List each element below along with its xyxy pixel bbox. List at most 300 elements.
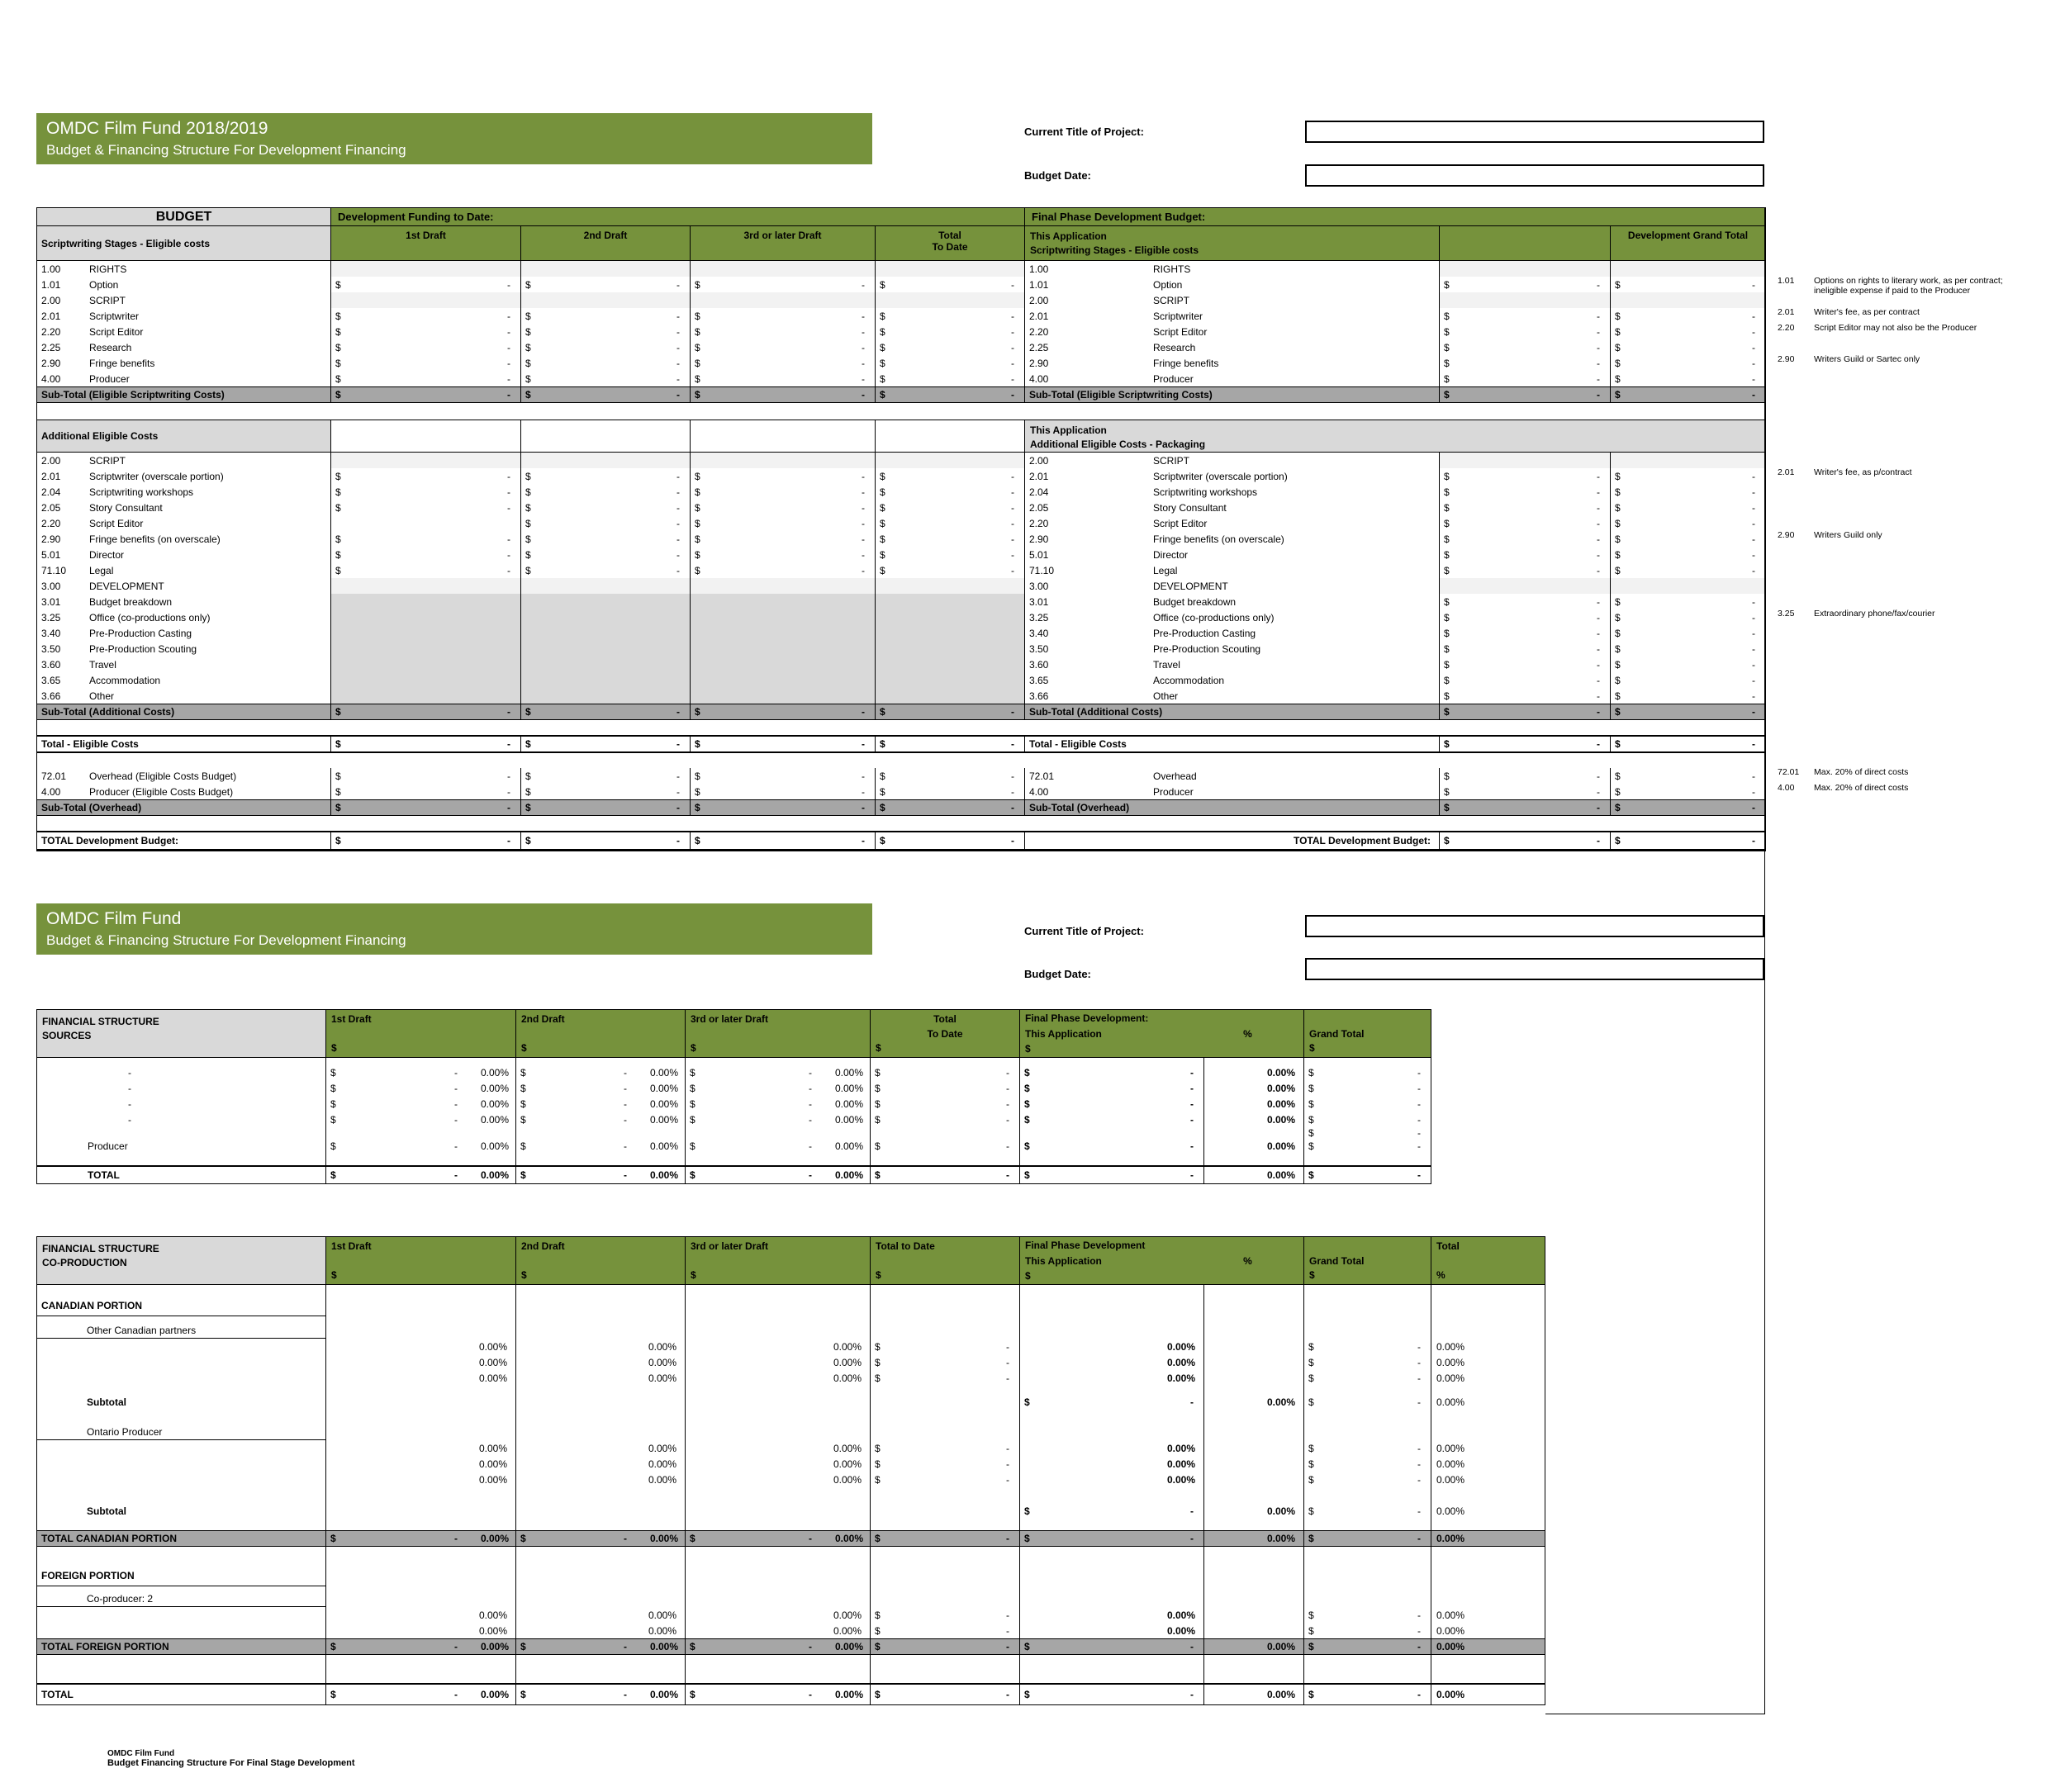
amount-cell[interactable]	[1439, 277, 1610, 292]
row-label	[1024, 609, 1439, 625]
amount-cell[interactable]	[870, 1456, 1019, 1472]
amount-cell[interactable]	[1439, 784, 1610, 799]
amount-cell[interactable]	[1019, 1503, 1203, 1519]
amount-cell[interactable]	[1439, 704, 1610, 719]
percent-cell[interactable]	[1203, 1112, 1303, 1127]
amount-value: -	[676, 341, 680, 353]
spacer-cell	[1019, 1425, 1203, 1440]
amount-cell[interactable]	[520, 531, 690, 547]
percent-cell[interactable]	[515, 1456, 685, 1472]
spacer-cell	[520, 753, 690, 768]
amount-percent-cell[interactable]	[515, 1096, 685, 1112]
amount-cell[interactable]	[1439, 768, 1610, 784]
item-code: 2.90	[41, 533, 61, 545]
amount-cell[interactable]	[870, 1685, 1019, 1704]
amount-cell[interactable]	[1439, 832, 1610, 849]
percent-cell[interactable]	[1203, 1096, 1303, 1112]
amount-cell[interactable]	[870, 1623, 1019, 1638]
coprod-data-row	[37, 1440, 1545, 1456]
amount-cell[interactable]	[1439, 468, 1610, 484]
amount-cell[interactable]	[1439, 737, 1610, 751]
amount-cell[interactable]	[520, 500, 690, 515]
spacer-cell	[1019, 1154, 1203, 1165]
amount-cell[interactable]	[690, 737, 875, 751]
currency-symbol: $	[875, 1082, 881, 1094]
amount-percent-cell[interactable]	[685, 1112, 870, 1127]
amount-percent-cell[interactable]	[685, 1685, 870, 1704]
amount-cell[interactable]	[875, 387, 1024, 402]
percent-cell[interactable]	[325, 1607, 515, 1623]
amount-cell[interactable]	[1610, 704, 1765, 719]
percent-cell[interactable]	[1203, 1138, 1303, 1154]
amount-cell[interactable]	[1303, 1354, 1431, 1370]
amount-cell[interactable]	[520, 387, 690, 402]
amount-cell[interactable]	[1439, 387, 1610, 402]
amount-cell[interactable]	[875, 355, 1024, 371]
percent-cell[interactable]	[325, 1623, 515, 1638]
amount-percent-cell[interactable]	[685, 1639, 870, 1654]
amount-cell[interactable]	[690, 500, 875, 515]
amount-percent-cell[interactable]	[325, 1112, 515, 1127]
amount-cell[interactable]	[1610, 625, 1765, 641]
amount-percent-cell[interactable]	[515, 1167, 685, 1183]
percent-cell[interactable]	[1019, 1456, 1203, 1472]
item-name: Scriptwriting workshops	[89, 486, 194, 498]
amount-percent-cell[interactable]	[325, 1685, 515, 1704]
percent-cell[interactable]	[1203, 1394, 1303, 1410]
percent-cell[interactable]	[1019, 1339, 1203, 1354]
percent-cell[interactable]	[1431, 1472, 1545, 1487]
amount-cell[interactable]	[330, 562, 520, 578]
amount-cell[interactable]	[1303, 1138, 1431, 1154]
amount-cell[interactable]	[1610, 832, 1765, 849]
percent-cell[interactable]	[1203, 1531, 1303, 1546]
percent-cell[interactable]	[1019, 1607, 1203, 1623]
amount-cell[interactable]	[520, 768, 690, 784]
percent-cell[interactable]	[325, 1456, 515, 1472]
percent-cell[interactable]	[685, 1472, 870, 1487]
percent-cell[interactable]	[325, 1339, 515, 1354]
amount-cell[interactable]	[520, 737, 690, 751]
amount-cell[interactable]	[330, 784, 520, 799]
amount-percent-cell[interactable]	[685, 1531, 870, 1546]
amount-cell[interactable]	[520, 562, 690, 578]
amount-cell[interactable]	[690, 784, 875, 799]
amount-percent-cell[interactable]	[325, 1138, 515, 1154]
amount-cell[interactable]	[520, 515, 690, 531]
percent-cell[interactable]	[685, 1440, 870, 1456]
amount-cell[interactable]	[870, 1064, 1019, 1080]
amount-cell[interactable]	[1303, 1607, 1431, 1623]
amount-cell[interactable]	[875, 371, 1024, 386]
amount-cell[interactable]	[1439, 515, 1610, 531]
amount-cell[interactable]	[1610, 594, 1765, 609]
amount-percent-cell[interactable]	[515, 1685, 685, 1704]
amount-value: -	[1597, 802, 1600, 813]
amount-value: -	[453, 1082, 458, 1094]
amount-cell[interactable]	[330, 355, 520, 371]
percent-cell[interactable]	[685, 1370, 870, 1386]
amount-cell[interactable]	[690, 562, 875, 578]
amount-cell[interactable]	[330, 531, 520, 547]
amount-value: -	[1752, 802, 1755, 813]
amount-percent-cell[interactable]	[685, 1096, 870, 1112]
spacer-cell	[685, 1410, 870, 1425]
item-code: 2.20	[1029, 517, 1049, 529]
amount-cell[interactable]	[1439, 500, 1610, 515]
amount-cell[interactable]	[1610, 515, 1765, 531]
spacer-cell	[1019, 1323, 1203, 1339]
percent-cell[interactable]	[1203, 1639, 1303, 1654]
amount-cell[interactable]	[330, 768, 520, 784]
percent-cell[interactable]	[1431, 1623, 1545, 1638]
amount-cell[interactable]	[1019, 1112, 1203, 1127]
amount-cell[interactable]	[1019, 1167, 1203, 1183]
percent-cell[interactable]	[1431, 1370, 1545, 1386]
amount-cell[interactable]	[1439, 531, 1610, 547]
amount-cell[interactable]	[1303, 1456, 1431, 1472]
amount-percent-cell[interactable]	[685, 1138, 870, 1154]
amount-cell[interactable]	[870, 1531, 1019, 1546]
percent-cell[interactable]	[1203, 1685, 1303, 1704]
budget-date-input-2[interactable]	[1305, 958, 1764, 980]
amount-cell[interactable]	[875, 468, 1024, 484]
amount-cell[interactable]	[875, 500, 1024, 515]
amount-cell[interactable]	[1303, 1127, 1431, 1138]
percent-cell[interactable]	[325, 1440, 515, 1456]
amount-cell[interactable]	[1019, 1685, 1203, 1704]
percent-cell[interactable]	[515, 1354, 685, 1370]
percent-cell[interactable]	[685, 1456, 870, 1472]
amount-cell[interactable]	[1303, 1623, 1431, 1638]
project-title-input[interactable]	[1305, 121, 1764, 143]
amount-cell[interactable]	[1019, 1531, 1203, 1546]
amount-cell[interactable]	[875, 531, 1024, 547]
amount-cell[interactable]	[1303, 1472, 1431, 1487]
percent-cell[interactable]	[1019, 1440, 1203, 1456]
percent-cell[interactable]	[1431, 1607, 1545, 1623]
amount-cell[interactable]	[875, 277, 1024, 292]
item-code: 2.20	[41, 325, 61, 338]
spacer-cell	[37, 1607, 325, 1623]
row-label	[1024, 688, 1439, 704]
amount-cell[interactable]	[330, 737, 520, 751]
amount-cell[interactable]	[520, 339, 690, 355]
amount-cell[interactable]	[690, 339, 875, 355]
percent-cell[interactable]	[515, 1339, 685, 1354]
percent-cell[interactable]	[685, 1607, 870, 1623]
amount-cell[interactable]	[1610, 355, 1765, 371]
percent-cell[interactable]	[1431, 1339, 1545, 1354]
amount-cell[interactable]	[1610, 339, 1765, 355]
amount-percent-cell[interactable]	[515, 1112, 685, 1127]
amount-percent-cell[interactable]	[325, 1080, 515, 1096]
item-code: 3.60	[1029, 658, 1049, 671]
amount-percent-cell[interactable]	[325, 1064, 515, 1080]
amount-cell[interactable]	[1303, 1167, 1431, 1183]
amount-cell[interactable]	[520, 784, 690, 799]
amount-cell[interactable]	[870, 1096, 1019, 1112]
amount-cell[interactable]	[330, 277, 520, 292]
amount-cell[interactable]	[875, 800, 1024, 815]
amount-cell[interactable]	[690, 832, 875, 849]
amount-value: -	[623, 1641, 627, 1652]
amount-cell[interactable]	[1610, 737, 1765, 751]
percent-cell[interactable]	[1203, 1167, 1303, 1183]
percent-value: 0.00%	[833, 1442, 862, 1454]
amount-cell[interactable]	[690, 468, 875, 484]
amount-cell[interactable]	[690, 371, 875, 386]
percent-cell[interactable]	[1431, 1394, 1545, 1410]
amount-cell[interactable]	[1610, 387, 1765, 402]
percent-cell[interactable]	[1203, 1064, 1303, 1080]
percent-cell[interactable]	[1019, 1354, 1203, 1370]
amount-cell[interactable]	[870, 1167, 1019, 1183]
percent-cell[interactable]	[685, 1354, 870, 1370]
amount-percent-cell[interactable]	[515, 1531, 685, 1546]
amount-cell[interactable]	[520, 832, 690, 849]
amount-value: -	[1190, 1097, 1194, 1110]
amount-cell[interactable]	[1019, 1080, 1203, 1096]
amount-cell[interactable]	[690, 484, 875, 500]
amount-cell[interactable]	[1439, 547, 1610, 562]
percent-cell[interactable]	[515, 1440, 685, 1456]
amount-cell[interactable]	[690, 355, 875, 371]
amount-cell[interactable]	[1610, 562, 1765, 578]
amount-cell[interactable]	[1610, 800, 1765, 815]
amount-cell[interactable]	[1610, 308, 1765, 324]
percent-cell[interactable]	[1019, 1370, 1203, 1386]
percent-cell[interactable]	[1431, 1456, 1545, 1472]
percent-cell[interactable]	[1431, 1639, 1545, 1654]
amount-percent-cell[interactable]	[325, 1096, 515, 1112]
amount-cell[interactable]	[1019, 1394, 1203, 1410]
amount-percent-cell[interactable]	[515, 1639, 685, 1654]
amount-cell[interactable]	[1610, 484, 1765, 500]
amount-cell[interactable]	[690, 800, 875, 815]
amount-cell[interactable]	[1439, 562, 1610, 578]
amount-cell[interactable]	[1303, 1531, 1431, 1546]
budget-note	[1778, 276, 2003, 296]
amount-cell[interactable]	[690, 324, 875, 339]
amount-cell[interactable]	[1610, 371, 1765, 386]
percent-cell[interactable]	[1431, 1354, 1545, 1370]
amount-cell[interactable]	[1303, 1639, 1431, 1654]
percent-cell[interactable]	[1431, 1440, 1545, 1456]
amount-cell[interactable]	[1610, 641, 1765, 657]
amount-cell[interactable]	[875, 547, 1024, 562]
amount-cell[interactable]	[870, 1138, 1019, 1154]
amount-cell[interactable]	[1439, 308, 1610, 324]
amount-percent-cell[interactable]	[325, 1639, 515, 1654]
amount-cell[interactable]	[1303, 1112, 1431, 1127]
amount-cell[interactable]	[690, 277, 875, 292]
amount-cell[interactable]	[1439, 371, 1610, 386]
amount-cell[interactable]	[1439, 609, 1610, 625]
amount-cell[interactable]	[330, 704, 520, 719]
amount-cell[interactable]	[870, 1370, 1019, 1386]
percent-cell[interactable]	[685, 1623, 870, 1638]
amount-cell[interactable]	[875, 737, 1024, 751]
amount-cell[interactable]	[330, 484, 520, 500]
amount-cell[interactable]	[1610, 657, 1765, 672]
amount-percent-cell[interactable]	[515, 1080, 685, 1096]
amount-cell[interactable]	[1303, 1080, 1431, 1096]
amount-cell[interactable]	[1303, 1440, 1431, 1456]
amount-cell[interactable]	[1439, 339, 1610, 355]
amount-cell[interactable]	[520, 547, 690, 562]
amount-cell[interactable]	[330, 468, 520, 484]
amount-value: -	[507, 738, 510, 750]
amount-cell[interactable]	[870, 1639, 1019, 1654]
percent-cell[interactable]	[1019, 1623, 1203, 1638]
amount-cell[interactable]	[520, 468, 690, 484]
amount-cell[interactable]	[1610, 531, 1765, 547]
amount-cell[interactable]	[1610, 277, 1765, 292]
amount-percent-cell[interactable]	[685, 1080, 870, 1096]
percent-cell[interactable]	[1203, 1503, 1303, 1519]
amount-cell[interactable]	[520, 355, 690, 371]
amount-cell[interactable]	[690, 515, 875, 531]
amount-cell[interactable]	[875, 704, 1024, 719]
amount-cell[interactable]	[870, 1339, 1019, 1354]
amount-cell[interactable]	[330, 339, 520, 355]
percent-cell[interactable]	[515, 1370, 685, 1386]
amount-cell[interactable]	[875, 484, 1024, 500]
amount-cell[interactable]	[330, 800, 520, 815]
amount-cell[interactable]	[870, 1440, 1019, 1456]
amount-cell[interactable]	[1303, 1503, 1431, 1519]
amount-percent-cell[interactable]	[515, 1064, 685, 1080]
amount-cell[interactable]	[690, 531, 875, 547]
amount-cell[interactable]	[1019, 1064, 1203, 1080]
amount-cell[interactable]	[875, 324, 1024, 339]
amount-cell[interactable]	[330, 547, 520, 562]
amount-value: -	[623, 1066, 627, 1079]
amount-percent-cell[interactable]	[685, 1064, 870, 1080]
amount-cell[interactable]	[875, 515, 1024, 531]
amount-cell[interactable]	[1303, 1096, 1431, 1112]
amount-cell[interactable]	[875, 562, 1024, 578]
percent-cell[interactable]	[1431, 1503, 1545, 1519]
amount-cell[interactable]	[875, 784, 1024, 799]
percent-cell[interactable]	[685, 1339, 870, 1354]
amount-cell[interactable]	[1019, 1639, 1203, 1654]
amount-cell[interactable]	[1610, 468, 1765, 484]
amount-cell[interactable]	[870, 1472, 1019, 1487]
amount-cell[interactable]	[330, 387, 520, 402]
amount-cell[interactable]	[1303, 1394, 1431, 1410]
amount-percent-cell[interactable]	[685, 1167, 870, 1183]
percent-cell[interactable]	[515, 1472, 685, 1487]
percent-cell[interactable]	[1019, 1472, 1203, 1487]
amount-percent-cell[interactable]	[325, 1531, 515, 1546]
amount-cell[interactable]	[520, 371, 690, 386]
amount-cell[interactable]	[520, 308, 690, 324]
amount-cell[interactable]	[875, 768, 1024, 784]
percent-cell[interactable]	[515, 1607, 685, 1623]
amount-cell[interactable]	[1439, 355, 1610, 371]
percent-cell[interactable]	[325, 1472, 515, 1487]
amount-cell[interactable]	[1439, 484, 1610, 500]
amount-cell[interactable]	[875, 308, 1024, 324]
amount-cell[interactable]	[330, 308, 520, 324]
amount-cell[interactable]	[690, 308, 875, 324]
amount-cell[interactable]	[875, 832, 1024, 849]
amount-cell[interactable]	[1610, 672, 1765, 688]
percent-cell[interactable]	[325, 1354, 515, 1370]
percent-cell[interactable]	[1431, 1685, 1545, 1704]
amount-cell[interactable]	[875, 339, 1024, 355]
amount-cell[interactable]	[1610, 784, 1765, 799]
amount-cell[interactable]	[330, 832, 520, 849]
amount-cell[interactable]	[690, 768, 875, 784]
amount-cell[interactable]	[690, 547, 875, 562]
amount-cell[interactable]	[1439, 594, 1610, 609]
amount-cell[interactable]	[1439, 625, 1610, 641]
amount-cell[interactable]	[1610, 688, 1765, 704]
amount-value: -	[1417, 1372, 1421, 1384]
amount-cell[interactable]	[870, 1112, 1019, 1127]
amount-cell[interactable]	[870, 1080, 1019, 1096]
source-label: -	[128, 1113, 131, 1126]
amount-cell[interactable]	[1439, 641, 1610, 657]
draft-column-header	[685, 1010, 870, 1057]
percent-cell[interactable]	[515, 1623, 685, 1638]
amount-cell[interactable]	[1303, 1064, 1431, 1080]
header-line: CO-PRODUCTION	[42, 1257, 127, 1268]
amount-cell[interactable]	[870, 1354, 1019, 1370]
amount-cell[interactable]	[1610, 500, 1765, 515]
amount-cell[interactable]	[330, 324, 520, 339]
amount-percent-cell[interactable]	[325, 1167, 515, 1183]
percent-cell[interactable]	[1203, 1080, 1303, 1096]
amount-cell[interactable]	[1610, 768, 1765, 784]
amount-cell[interactable]	[520, 800, 690, 815]
amount-cell[interactable]	[1303, 1370, 1431, 1386]
amount-cell[interactable]	[520, 324, 690, 339]
currency-symbol: $	[695, 802, 700, 813]
amount-cell[interactable]	[520, 704, 690, 719]
amount-cell[interactable]	[520, 277, 690, 292]
amount-cell[interactable]	[1610, 324, 1765, 339]
amount-cell[interactable]	[330, 371, 520, 386]
amount-cell[interactable]	[1303, 1339, 1431, 1354]
amount-cell[interactable]	[1439, 657, 1610, 672]
amount-cell[interactable]	[1439, 800, 1610, 815]
amount-cell[interactable]	[330, 500, 520, 515]
project-title-input-2[interactable]	[1305, 915, 1764, 937]
percent-cell[interactable]	[1431, 1531, 1545, 1546]
amount-cell[interactable]	[690, 704, 875, 719]
amount-cell[interactable]	[1019, 1138, 1203, 1154]
amount-cell[interactable]	[1439, 672, 1610, 688]
amount-cell[interactable]	[1019, 1096, 1203, 1112]
additional-header-row	[37, 420, 1765, 453]
spacer-cell	[1439, 753, 1610, 768]
amount-cell[interactable]	[1439, 688, 1610, 704]
amount-cell[interactable]	[1439, 324, 1610, 339]
percent-cell[interactable]	[325, 1370, 515, 1386]
amount-cell[interactable]	[1610, 547, 1765, 562]
amount-percent-cell[interactable]	[515, 1138, 685, 1154]
amount-cell[interactable]	[1303, 1685, 1431, 1704]
budget-date-input[interactable]	[1305, 164, 1764, 187]
amount-cell[interactable]	[870, 1607, 1019, 1623]
amount-cell[interactable]	[1610, 609, 1765, 625]
amount-cell[interactable]	[690, 387, 875, 402]
amount-cell[interactable]	[520, 484, 690, 500]
